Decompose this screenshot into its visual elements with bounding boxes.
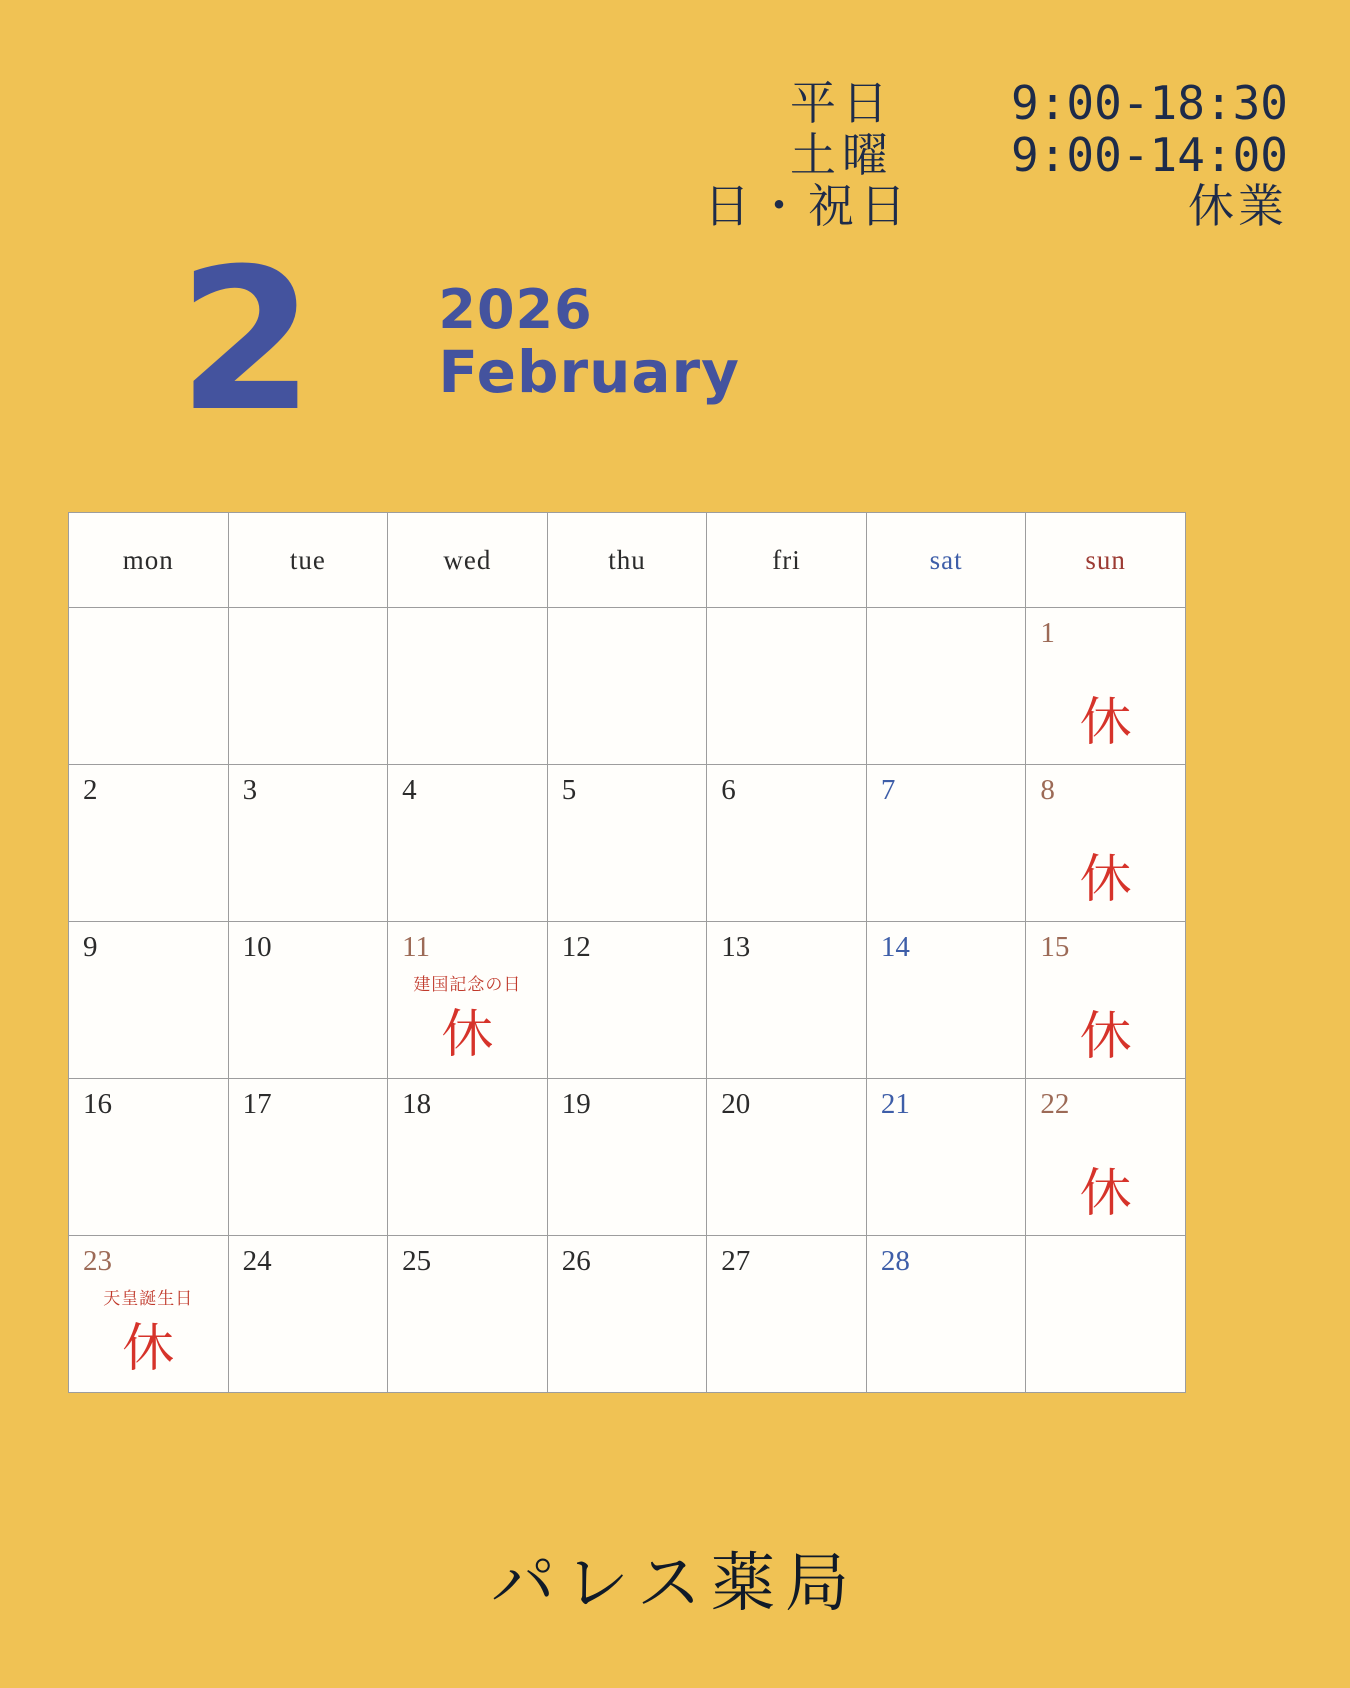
day-number: 19 — [561, 1088, 591, 1120]
holiday-name: 建国記念の日 — [413, 975, 522, 995]
year-label: 2026 — [438, 278, 593, 341]
calendar-day-cell — [707, 1079, 867, 1236]
business-hours-row — [668, 78, 1288, 130]
calendar-week-row — [69, 922, 1186, 1079]
day-number: 1 — [1040, 617, 1055, 649]
calendar-day-cell — [228, 765, 388, 922]
calendar-day-cell — [1026, 1079, 1186, 1236]
calendar-day-cell — [1026, 922, 1186, 1079]
weekday-header-wed: wed — [388, 513, 548, 608]
day-number: 27 — [721, 1245, 751, 1277]
calendar-day-cell — [228, 608, 388, 765]
calendar-day-cell — [866, 608, 1026, 765]
day-number: 17 — [242, 1088, 272, 1120]
calendar-day-cell — [388, 608, 548, 765]
day-number: 2 — [83, 774, 98, 806]
calendar-day-cell — [866, 1079, 1026, 1236]
business-hours-block — [668, 78, 1288, 233]
calendar-day-cell — [547, 922, 707, 1079]
day-number: 16 — [83, 1088, 112, 1120]
hours-value-sunday-holiday: 休業 — [1188, 181, 1288, 233]
calendar-weekday-header-row — [69, 513, 1186, 608]
day-number: 12 — [561, 931, 591, 963]
month-header — [178, 227, 740, 455]
calendar-week-row — [69, 765, 1186, 922]
calendar-day-cell — [388, 765, 548, 922]
hours-label-sunday-holiday: 日・祝日 — [704, 181, 912, 233]
calendar-day-cell — [69, 608, 229, 765]
calendar-day-cell — [388, 1079, 548, 1236]
weekday-header-sat: sat — [866, 513, 1026, 608]
business-hours-row — [668, 127, 1288, 182]
calendar-day-cell — [547, 765, 707, 922]
calendar-day-cell — [866, 765, 1026, 922]
day-number: 10 — [242, 931, 272, 963]
calendar-day-cell — [1026, 765, 1186, 922]
calendar-day-cell — [228, 922, 388, 1079]
day-number: 20 — [721, 1088, 751, 1120]
day-number: 3 — [242, 774, 258, 806]
day-number: 21 — [880, 1088, 910, 1120]
hours-label-saturday: 土曜 — [790, 129, 894, 181]
calendar-day-cell — [547, 608, 707, 765]
calendar-day-cell — [69, 1079, 229, 1236]
day-number: 25 — [402, 1245, 432, 1277]
month-name-label: February — [438, 338, 740, 407]
day-number: 8 — [1040, 774, 1055, 806]
calendar-day-cell — [547, 1079, 707, 1236]
calendar-day-cell — [1026, 608, 1186, 765]
calendar-day-cell — [707, 608, 867, 765]
day-number: 22 — [1040, 1088, 1070, 1120]
calendar-day-cell — [69, 922, 229, 1079]
day-number: 7 — [880, 774, 896, 806]
calendar-week-row — [69, 608, 1186, 765]
calendar-grid — [68, 512, 1186, 1393]
day-number: 6 — [721, 774, 736, 806]
calendar-day-cell — [866, 1236, 1026, 1393]
calendar-day-cell — [866, 922, 1026, 1079]
weekday-header-tue: tue — [228, 513, 388, 608]
day-number: 18 — [402, 1088, 432, 1120]
closed-mark: 休 — [441, 1007, 494, 1064]
hours-label-weekday: 平日 — [790, 78, 894, 129]
holiday-name: 天皇誕生日 — [103, 1289, 194, 1309]
calendar-day-cell — [388, 922, 548, 1079]
month-title — [438, 280, 740, 405]
day-number: 23 — [83, 1245, 112, 1277]
calendar-week-row — [69, 1236, 1186, 1393]
calendar-day-cell — [228, 1236, 388, 1393]
closed-mark: 休 — [1079, 695, 1132, 752]
calendar-day-cell — [69, 765, 229, 922]
closed-mark: 休 — [1079, 852, 1132, 909]
day-number: 14 — [880, 931, 910, 963]
business-hours-row — [668, 181, 1288, 233]
calendar-day-cell — [547, 1236, 707, 1393]
calendar-day-cell — [228, 1079, 388, 1236]
closed-mark: 休 — [1079, 1009, 1132, 1066]
day-number: 13 — [721, 931, 751, 963]
weekday-header-sun: sun — [1026, 513, 1186, 608]
day-number: 28 — [880, 1245, 910, 1277]
calendar-day-cell — [707, 765, 867, 922]
weekday-header-mon: mon — [69, 513, 229, 608]
calendar-day-cell — [388, 1236, 548, 1393]
shop-name: パレス薬局 — [490, 1548, 860, 1619]
day-number: 26 — [561, 1245, 591, 1277]
weekday-header-thu: thu — [547, 513, 707, 608]
calendar-day-cell — [707, 1236, 867, 1393]
calendar-week-row — [69, 1079, 1186, 1236]
closed-mark: 休 — [122, 1321, 175, 1378]
closed-mark: 休 — [1079, 1166, 1132, 1223]
calendar-day-cell — [69, 1236, 229, 1393]
hours-value-weekday: 9:00-18:30 — [1011, 76, 1288, 130]
day-number: 24 — [242, 1245, 272, 1277]
day-number: 4 — [402, 774, 417, 806]
calendar-day-cell — [1026, 1236, 1186, 1393]
day-number: 5 — [561, 774, 577, 806]
hours-value-saturday: 9:00-14:00 — [1011, 127, 1288, 182]
calendar-day-cell — [707, 922, 867, 1079]
weekday-header-fri: fri — [707, 513, 867, 608]
day-number: 9 — [83, 931, 98, 963]
month-number: 2 — [178, 227, 311, 455]
day-number: 15 — [1040, 931, 1070, 963]
day-number: 11 — [402, 931, 431, 963]
